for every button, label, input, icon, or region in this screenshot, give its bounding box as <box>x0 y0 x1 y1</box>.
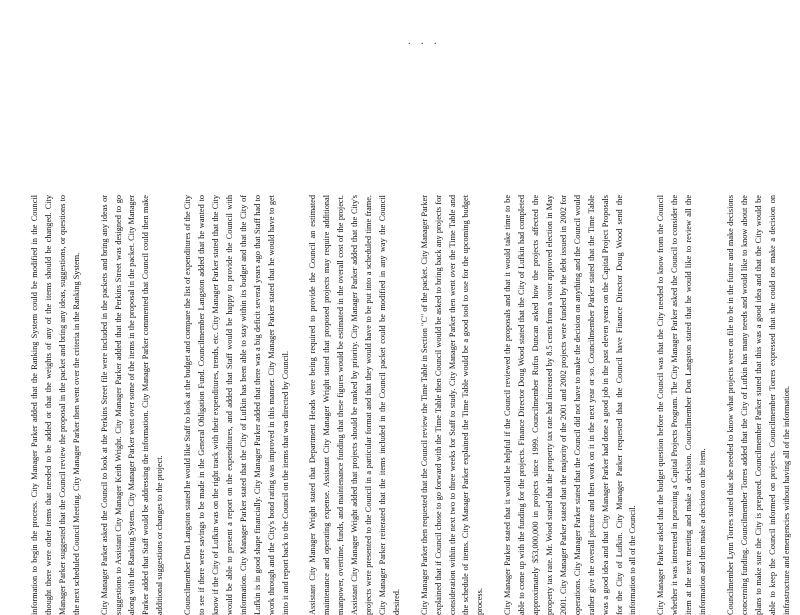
paragraph: City Manager Parker stated that it would be helpful if the Council reviewed the proposals and that it would take time to be able to come up with the funding for the projects. Finance Director Doug Wood stated that the City of Lufkin had completed approximately $53,000,000 in projects since 1999. Councilmember Rufus Duncan asked how the projects affected the property tax rate. Mr. Wood stated that the property tax rate had increased by 8.5 cents from a voter approved election in May 2001. City Manager Parker stated that the majority of the 2001 and 2002 projects were funded by the debt issued in 2002 for operations. City Manager Parker stated that the Council did not have to make the decision on anything and the Council would rather give the overall picture and then work on it in the next year or so. Councilmember Parker stated that the Time Table was a good idea and that City Manager Parker had done a good job in the past eleven years on the Capital Project Proposals for the City of Lufkin. City Manager Parker requested that the Council have Finance Director Doug Wood send the information to all of the Council. <box>503 195 638 615</box>
paragraph: Councilmember Lynn Torres stated that she needed to know what projects were on file to be in the future and make decisions concerning funding. Councilmember Torres added that the City of Lufkin has many needs and would like to know about the plans to make sure the City is prepared. Councilmember Parker stated that this was a good idea and that the City would be able to keep the Council informed on projects. Councilmember Torres expressed that she could not make a decision on infrastructure and emergencies without having all of the information. <box>725 195 791 615</box>
paragraph: Councilmember Don Langston stated he would like Staff to look at the budget and compare the list of expenditures of the City to see if there were savings to be made in the General Obligation Fund. Councilmember Langston added that he wanted to know if the City of Lufkin was on the right track with their expenditures, trends, etc. City Manager Parker stated that the City would be able to present a report on the expenditures, and added that Staff would be happy to provide the Council with information. City Manager Parker stated that the City of Lufkin has been able to stay within its budget and that the City of Lufkin is in good shape financially. City Manager Parker added that there was a big deficit several years ago that Staff had to work through and the City's bond rating was improved in this manner. City Manager Parker stated that he would have to get into it and report back to the Council on the items that was directed by Council. <box>183 195 290 615</box>
paragraph: City Manager Parker asked that the budget question before the Council was that the City needed to know from the Council whether it was interested in pursuing a Capital Projects Program. The City Manager Parker asked the Council to consider the item at the next meeting and make a decision. Councilmember Don Langston stated that he would like to review all the information and then make a decision on the item. <box>656 195 708 615</box>
rotated-document-page <box>28 195 791 615</box>
page-marker: . . . <box>408 36 441 47</box>
paragraph: City Manager Parker asked the Council to look at the Perkins Street file were included in the packets and bring any ideas or suggestions to Assistant City Manager Keith Wright. City Manager Parker added that the Perkins Street was designed to go along with the Ranking System. City Manager Parker went over some of the items in the proposal in the packet. City Manager Parker added that Staff would be addressing the information. City Manager Parker commented that Council could then make additional suggestions or changes to the project. <box>99 195 165 615</box>
paragraph: information to begin the process. City Manager Parker added that the Ranking System could be modified in the Council thought there were other items that needed to be added or that the weights of any of the items should be changed. City Manager Parker suggested that the Council review the proposal in the packet and bring any ideas, suggestions, or questions to the next scheduled Council Meeting. City Manager Parker then went over the criteria in the Ranking System. <box>30 195 81 615</box>
paragraph: City Manager Parker then requested that the Council review the Time Table in Section "C" of the packet. City Manager Parker explained that if Council chose to go forward with the Time Table then Council would be asked to bring back any projects for consideration within the next two to three weeks for Staff to study. City Manager Parker then went over the Time Table and the schedule of items. City Manager Parker explained the Time Table would be a good tool to use for the upcoming budget process. <box>419 195 485 615</box>
paragraph: Assistant City Manager Wright stated that Department Heads were being required to provide the Council an estimated maintenance and operating expense. Assistant City Manager Wright stated that proposed projects may require additional manpower, overtime, funds, and maintenance funding that these figures would be estimated in the overall cost of the project. Assistant City Manager Wright added that projects should be ranked by priority. City Manager Parker added that the City's projects were presented to the Council in a particular format and that they would have to be put into a scheduled time frame. City Manager Parker reiterated that the items included in the Council packet could be modified in any way the Council desired. <box>308 195 401 615</box>
